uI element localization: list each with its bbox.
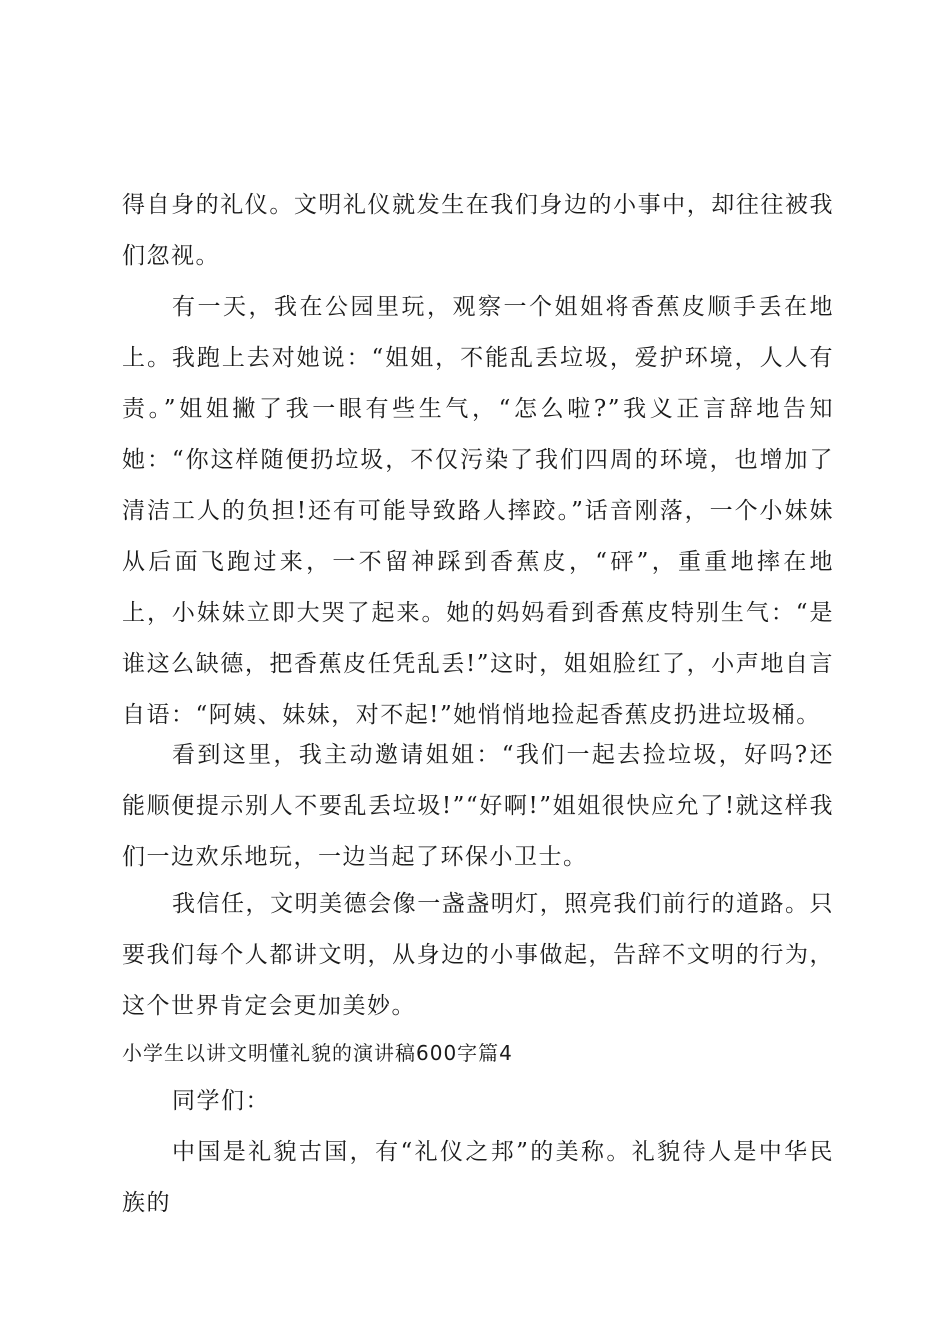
paragraph-invitation: 看到这里，我主动邀请姐姐：“我们一起去捡垃圾，好吗?还能顺便提示别人不要乱丢垃圾!”“好啊!”姐姐很快应允了!就这样我们一边欢乐地玩，一边当起了环保小卫士。 [122, 742, 834, 870]
paragraph-intro: 中国是礼貌古国，有“礼仪之邦”的美称。礼貌待人是中华民族的 [122, 1139, 834, 1216]
section-title: 小学生以讲文明懂礼貌的演讲稿600字篇4 [122, 1041, 513, 1065]
greeting: 同学们： [172, 1088, 270, 1114]
paragraph-story: 有一天，我在公园里玩，观察一个姐姐将香蕉皮顺手丢在地上。我跑上去对她说：“姐姐，不能乱丢垃圾，爱护环境，人人有责。”姐姐撇了我一眼有些生气，“怎么啦?”我义正言辞地告知她：“你这样随便扔垃圾，不仅污染了我们四周的环境，也增加了清洁工人的负担!还有可能导致路人摔跤。”话音刚落，一个小妹妹从后面飞跑过来，一不留神踩到香蕉皮，“砰”，重重地摔在地上，小妹妹立即大哭了起来。她的妈妈看到香蕉皮特别生气：“是谁这么缺德，把香蕉皮任凭乱丢!”这时，姐姐脸红了，小声地自言自语：“阿姨、妹妹，对不起!”她悄悄地捡起香蕉皮扔进垃圾桶。 [122, 294, 834, 728]
paragraph-conclusion: 我信任，文明美德会像一盏盏明灯，照亮我们前行的道路。只要我们每个人都讲文明，从身边的小事做起，告辞不文明的行为，这个世界肯定会更加美妙。 [122, 891, 834, 1019]
paragraph-continuation: 得自身的礼仪。文明礼仪就发生在我们身边的小事中，却往往被我们忽视。 [122, 192, 834, 269]
